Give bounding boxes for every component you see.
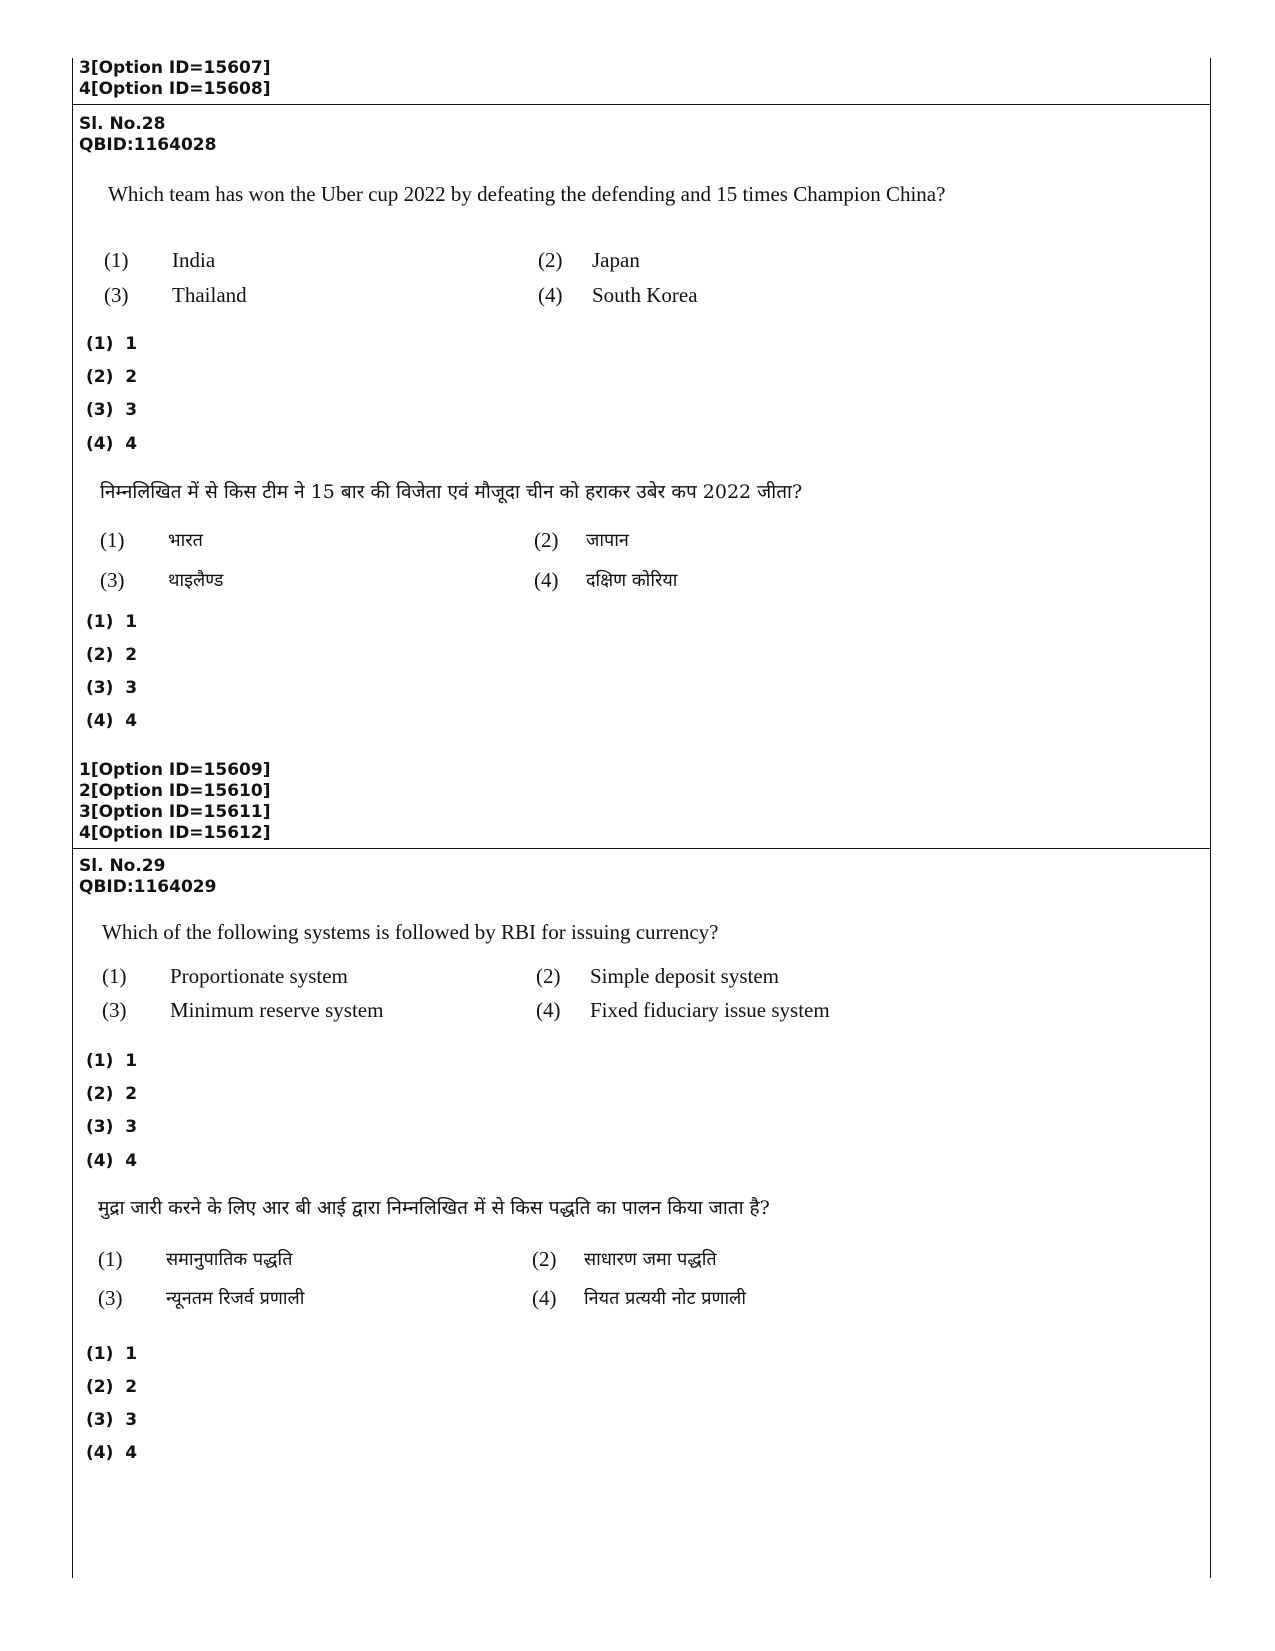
option-text: दक्षिण कोरिया <box>586 570 678 591</box>
option-text: India <box>172 248 216 272</box>
answer-choice[interactable]: (4) 4 <box>86 1151 138 1171</box>
option-number: (4) <box>532 1286 557 1310</box>
option-text: भारत <box>168 530 203 551</box>
option-id-line: 2[Option ID=15610] <box>79 781 271 801</box>
option-text: Minimum reserve system <box>170 998 384 1022</box>
option-number: (3) <box>98 1286 123 1310</box>
answer-choice[interactable]: (2) 2 <box>86 645 138 665</box>
answer-choice[interactable]: (1) 1 <box>86 1051 138 1071</box>
option-number: (2) <box>536 964 561 988</box>
answer-choice[interactable]: (1) 1 <box>86 612 138 632</box>
option-text: समानुपातिक पद्धति <box>166 1249 293 1270</box>
answer-choice[interactable]: (3) 3 <box>86 1117 138 1137</box>
answer-choice[interactable]: (3) 3 <box>86 678 138 698</box>
option-number: (3) <box>100 568 125 592</box>
option-id-line: 1[Option ID=15609] <box>79 760 271 780</box>
option-number: (3) <box>102 998 127 1022</box>
option-id-line: 3[Option ID=15607] <box>79 58 271 78</box>
answer-choice[interactable]: (1) 1 <box>86 334 138 354</box>
answer-choice[interactable]: (4) 4 <box>86 434 138 454</box>
option-text: South Korea <box>592 283 698 307</box>
option-text: न्यूनतम रिजर्व प्रणाली <box>166 1288 305 1309</box>
option-number: (4) <box>538 283 563 307</box>
option-number: (2) <box>538 248 563 272</box>
option-text: Japan <box>592 248 640 272</box>
option-text: साधारण जमा पद्धति <box>584 1249 717 1270</box>
option-number: (4) <box>534 568 559 592</box>
option-number: (1) <box>102 964 127 988</box>
option-number: (1) <box>104 248 129 272</box>
answer-choice[interactable]: (4) 4 <box>86 1443 138 1463</box>
option-number: (2) <box>532 1247 557 1271</box>
option-number: (2) <box>534 528 559 552</box>
option-number: (1) <box>100 528 125 552</box>
option-text: थाइलैण्ड <box>168 570 224 591</box>
option-number: (3) <box>104 283 129 307</box>
answer-choice[interactable]: (2) 2 <box>86 367 138 387</box>
answer-choice[interactable]: (1) 1 <box>86 1344 138 1364</box>
answer-choice[interactable]: (4) 4 <box>86 711 138 731</box>
option-number: (1) <box>98 1247 123 1271</box>
option-text: Thailand <box>172 283 247 307</box>
serial-number: Sl. No.28 <box>79 114 166 134</box>
question-text-english: Which team has won the Uber cup 2022 by defeating the defending and 15 times Champion China? <box>108 182 946 206</box>
option-id-line: 4[Option ID=15608] <box>79 79 271 99</box>
question-text-english: Which of the following systems is followed by RBI for issuing currency? <box>102 920 719 944</box>
option-text: जापान <box>586 530 629 551</box>
answer-choice[interactable]: (2) 2 <box>86 1377 138 1397</box>
serial-number: Sl. No.29 <box>79 856 166 876</box>
answer-choice[interactable]: (2) 2 <box>86 1084 138 1104</box>
answer-choice[interactable]: (3) 3 <box>86 1410 138 1430</box>
section-divider <box>72 848 1211 849</box>
question-text-hindi: मुद्रा जारी करने के लिए आर बी आई द्वारा निम्नलिखित में से किस पद्धति का पालन किया जाता है? <box>98 1197 770 1219</box>
option-text: Fixed fiduciary issue system <box>590 998 830 1022</box>
section-divider <box>72 104 1211 105</box>
question-text-hindi: निम्नलिखित में से किस टीम ने 15 बार की विजेता एवं मौजूदा चीन को हराकर उबेर कप 2022 जीता? <box>100 481 803 503</box>
option-text: नियत प्रत्ययी नोट प्रणाली <box>584 1288 747 1309</box>
option-text: Simple deposit system <box>590 964 779 988</box>
option-number: (4) <box>536 998 561 1022</box>
qbid: QBID:1164029 <box>79 877 217 897</box>
option-id-line: 3[Option ID=15611] <box>79 802 271 822</box>
qbid: QBID:1164028 <box>79 135 217 155</box>
answer-choice[interactable]: (3) 3 <box>86 400 138 420</box>
option-id-line: 4[Option ID=15612] <box>79 823 271 843</box>
option-text: Proportionate system <box>170 964 348 988</box>
